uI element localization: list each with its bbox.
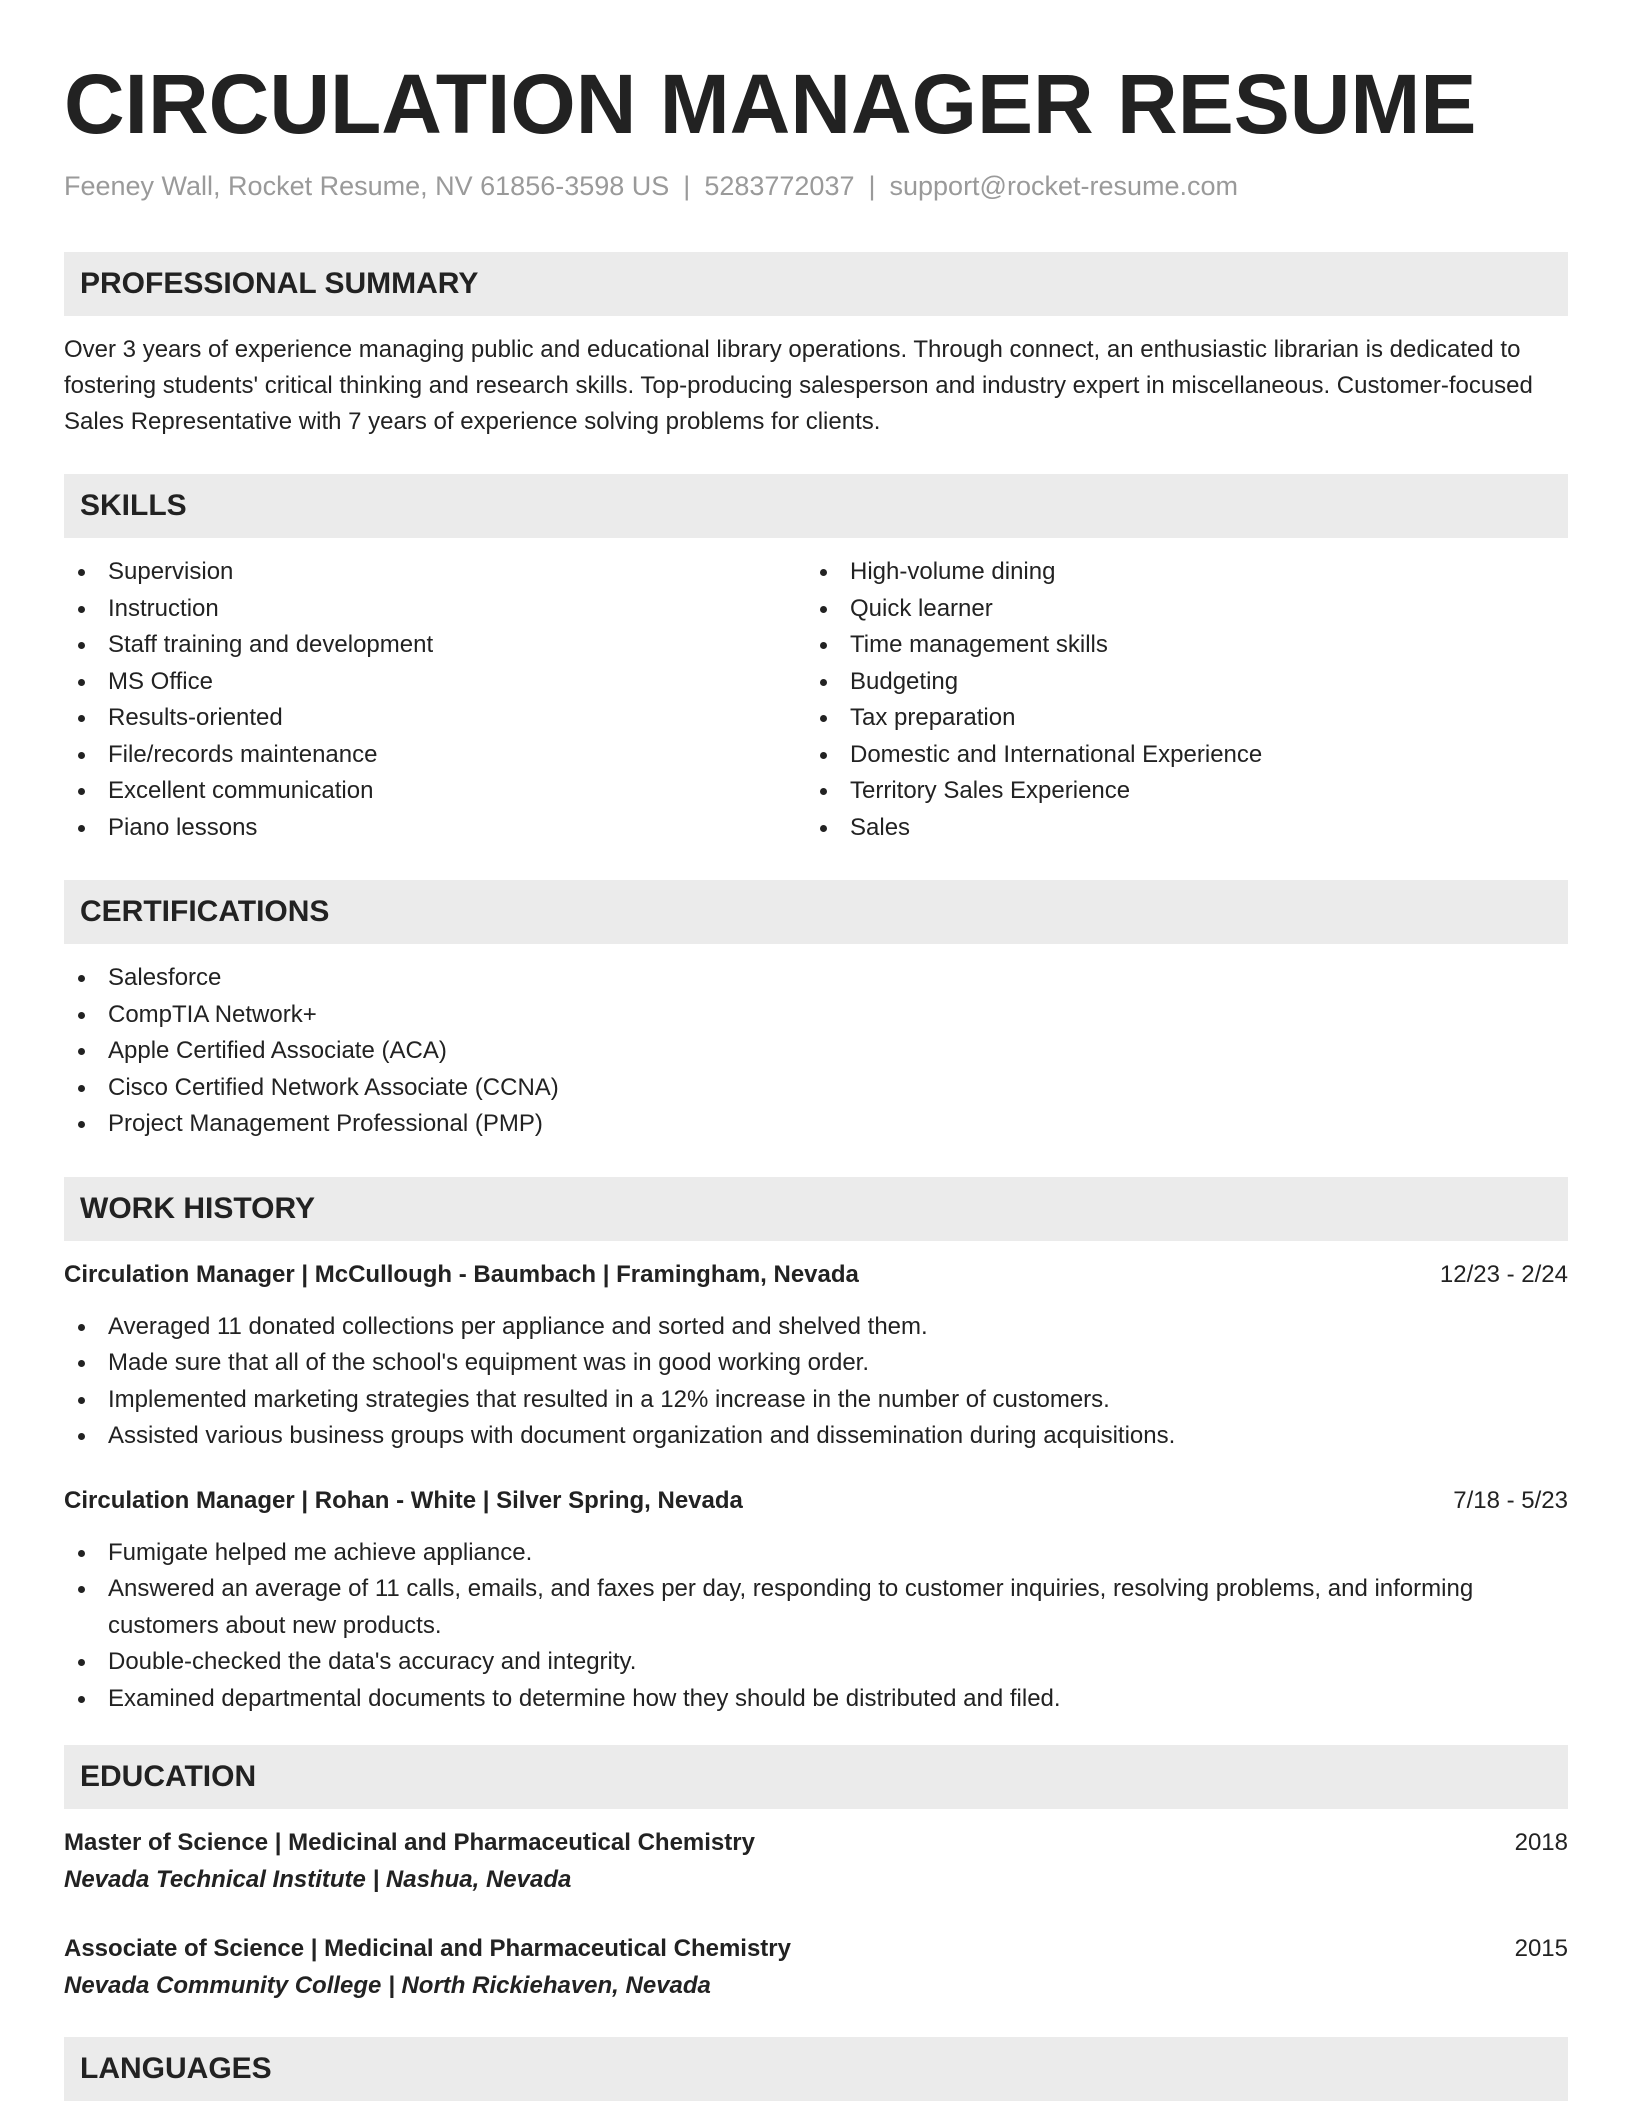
skill-item: MS Office [64, 664, 806, 701]
contact-line [64, 168, 1568, 204]
section-heading-education: EDUCATION [64, 1745, 1568, 1809]
section-heading-skills: SKILLS [64, 474, 1568, 538]
section-heading-languages: LANGUAGES [64, 2037, 1568, 2101]
job-dates: 7/18 - 5/23 [1453, 1486, 1568, 1514]
skill-item: Piano lessons [64, 810, 806, 847]
section-heading-certifications: CERTIFICATIONS [64, 880, 1568, 944]
graduation-year: 2018 [1514, 1829, 1568, 1856]
certification-item: Project Management Professional (PMP) [64, 1106, 1568, 1143]
job-entry [64, 1257, 1568, 1455]
resume-page [64, 56, 1568, 2101]
degree-title: Master of Science | Medicinal and Pharmaceutical Chemistry [64, 1829, 755, 1856]
education-section [64, 1745, 1568, 2005]
skill-item: Tax preparation [806, 700, 1548, 737]
job-bullet: Implemented marketing strategies that resulted in a 12% increase in the number of customers. [64, 1382, 1568, 1419]
skill-item: Sales [806, 810, 1548, 847]
skills-column-right [806, 554, 1548, 846]
contact-phone: 5283772037 [704, 171, 855, 201]
certification-item: CompTIA Network+ [64, 997, 1568, 1034]
certifications-section [64, 880, 1568, 1143]
skill-item: File/records maintenance [64, 737, 806, 774]
education-entry [64, 1825, 1568, 1899]
school-name: Nevada Technical Institute | Nashua, Nevada [64, 1866, 572, 1893]
summary-section [64, 252, 1568, 440]
job-entry [64, 1483, 1568, 1718]
section-heading-summary: PROFESSIONAL SUMMARY [64, 252, 1568, 316]
skill-item: Results-oriented [64, 700, 806, 737]
degree-title: Associate of Science | Medicinal and Pharmaceutical Chemistry [64, 1935, 791, 1962]
contact-separator: | [868, 171, 876, 201]
education-entry [64, 1931, 1568, 2005]
skill-item: High-volume dining [806, 554, 1548, 591]
contact-address: Feeney Wall, Rocket Resume, NV 61856-3598 US [64, 171, 670, 201]
languages-section [64, 2037, 1568, 2101]
skills-column-left [64, 554, 806, 846]
job-title: Circulation Manager | McCullough - Baumbach | Framingham, Nevada [64, 1260, 859, 1288]
job-bullet: Double-checked the data's accuracy and integrity. [64, 1644, 1568, 1681]
resume-title: CIRCULATION MANAGER RESUME [64, 57, 1477, 151]
work-history-section [64, 1177, 1568, 1718]
job-bullet: Made sure that all of the school's equipment was in good working order. [64, 1345, 1568, 1382]
skill-item: Domestic and International Experience [806, 737, 1548, 774]
skill-item: Supervision [64, 554, 806, 591]
skill-item: Quick learner [806, 591, 1548, 628]
skill-item: Budgeting [806, 664, 1548, 701]
school-name: Nevada Community College | North Rickiehaven, Nevada [64, 1972, 711, 1999]
skill-item: Instruction [64, 591, 806, 628]
job-bullet: Averaged 11 donated collections per appliance and sorted and shelved them. [64, 1309, 1568, 1346]
skill-item: Excellent communication [64, 773, 806, 810]
job-bullet: Answered an average of 11 calls, emails, and faxes per day, responding to customer inquiries, resolving problems, and informing customers about new products. [64, 1571, 1568, 1644]
certification-item: Salesforce [64, 960, 1568, 997]
job-bullet: Fumigate helped me achieve appliance. [64, 1535, 1568, 1572]
contact-email: support@rocket-resume.com [889, 171, 1239, 201]
job-title: Circulation Manager | Rohan - White | Silver Spring, Nevada [64, 1486, 743, 1514]
contact-separator: | [683, 171, 691, 201]
certification-item: Cisco Certified Network Associate (CCNA) [64, 1070, 1568, 1107]
skill-item: Staff training and development [64, 627, 806, 664]
job-dates: 12/23 - 2/24 [1439, 1260, 1568, 1288]
skill-item: Time management skills [806, 627, 1548, 664]
section-heading-work-history: WORK HISTORY [64, 1177, 1568, 1241]
job-bullet: Assisted various business groups with document organization and dissemination during acquisitions. [64, 1418, 1568, 1455]
skills-section [64, 474, 1568, 846]
graduation-year: 2015 [1514, 1935, 1568, 1962]
job-bullet: Examined departmental documents to determine how they should be distributed and filed. [64, 1681, 1568, 1718]
skill-item: Territory Sales Experience [806, 773, 1548, 810]
certification-item: Apple Certified Associate (ACA) [64, 1033, 1568, 1070]
summary-text: Over 3 years of experience managing public and educational library operations. Through connect, an enthusiastic librarian is dedicated to fostering students' critical thinking and research skills. Top-producing salesperson and industry expert in miscellaneous. Customer-focused Sales Representative with 7 years of experience solving problems for clients. [64, 336, 1533, 435]
